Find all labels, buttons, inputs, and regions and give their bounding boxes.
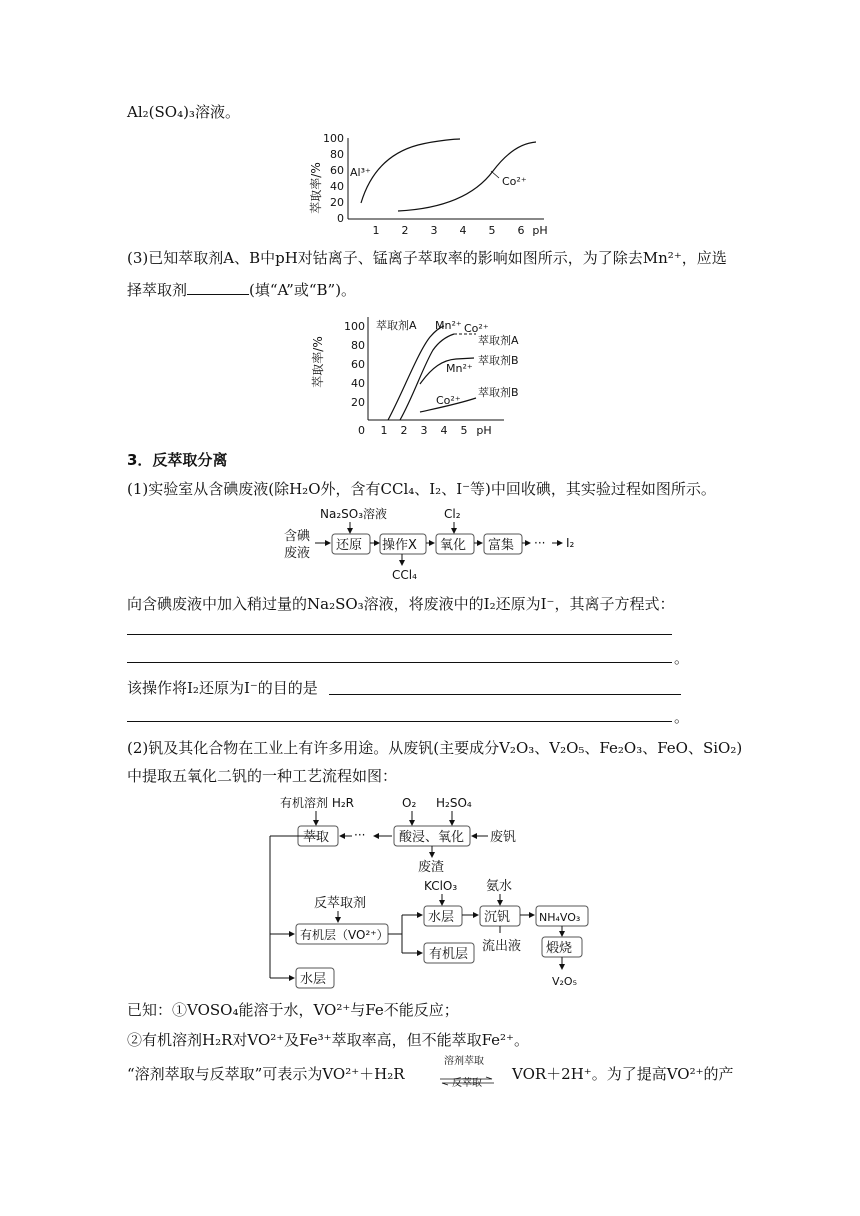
x-tick: 1 <box>372 224 380 237</box>
x-tick: 4 <box>459 224 467 237</box>
y-tick: 0 <box>358 424 365 437</box>
text-line: 。 <box>674 649 690 667</box>
text-line: 中提取五氧化二钒的一种工艺流程如图： <box>127 767 398 785</box>
svg-text:煅烧: 煅烧 <box>546 941 573 956</box>
text-fragment: (填“A”或“B”)。 <box>249 281 357 299</box>
label: H₂SO₄ <box>436 796 472 810</box>
label: 废渣 <box>418 860 445 875</box>
text-line: (3)已知萃取剂A、B中pH对钴离子、锰离子萃取率的影响如图所示，为了除去Mn²⁺，应选 <box>127 249 727 267</box>
label: 萃取剂A <box>376 319 417 332</box>
label: Cl₂ <box>444 507 461 521</box>
label: 氨水 <box>486 879 513 894</box>
step-box <box>480 906 520 926</box>
label: Mn²⁺ <box>435 319 462 332</box>
x-tick: 2 <box>400 424 408 437</box>
label: V₂O₅ <box>552 975 578 988</box>
y-tick: 40 <box>351 377 365 390</box>
step-box <box>424 906 462 926</box>
co-label: Co²⁺ <box>502 175 527 188</box>
x-tick: 5 <box>460 424 468 437</box>
label: O₂ <box>402 796 417 810</box>
chart-al-co <box>308 133 558 241</box>
label: 含碘 <box>284 529 311 544</box>
al-curve <box>361 139 460 203</box>
y-axis-label: 萃取率/% <box>311 336 325 388</box>
x-axis-label: pH <box>476 424 492 437</box>
label: I₂ <box>566 536 575 550</box>
al-label: Al³⁺ <box>350 166 371 179</box>
label: 萃取剂B <box>478 354 519 367</box>
label: 废液 <box>284 546 311 561</box>
y-tick: 100 <box>323 132 344 145</box>
step-box <box>484 534 522 554</box>
text-fragment: 择萃取剂 <box>127 281 188 299</box>
text-line: (1)实验室从含碘废液(除H₂O外，含有CCl₄、I₂、I⁻等)中回收碘，其实验过程如图所示。 <box>127 480 716 498</box>
x-tick: 5 <box>488 224 496 237</box>
x-tick: 3 <box>420 424 428 437</box>
x-axis-label: pH <box>532 224 548 237</box>
y-tick: 80 <box>330 148 344 161</box>
step-box <box>332 534 370 554</box>
y-tick: 20 <box>351 396 365 409</box>
flow-iodine <box>280 505 590 585</box>
answer-line[interactable] <box>127 721 672 722</box>
y-tick: 0 <box>337 212 344 225</box>
label: 萃取剂A <box>478 334 519 347</box>
step-box <box>296 968 334 988</box>
y-tick: 20 <box>330 196 344 209</box>
y-tick: 60 <box>330 164 344 177</box>
label: Na₂SO₃溶液 <box>320 507 388 521</box>
text-line: VOR＋2H⁺。为了提高VO²⁺的产 <box>512 1065 734 1083</box>
svg-text:有机层（VO²⁺）: 有机层（VO²⁺） <box>300 928 389 942</box>
step-box <box>436 534 474 554</box>
label: KClO₃ <box>424 879 458 893</box>
text-line: ②有机溶剂H₂R对VO²⁺及Fe³⁺萃取率高，但不能萃取Fe²⁺。 <box>127 1031 529 1049</box>
svg-text:萃取: 萃取 <box>303 830 330 845</box>
svg-text:水层: 水层 <box>300 972 327 987</box>
svg-text:萃取率/%: 萃取率/% <box>309 162 323 214</box>
svg-text:酸浸、氧化: 酸浸、氧化 <box>399 830 465 845</box>
svg-text:水层: 水层 <box>428 910 455 925</box>
text-line: 。 <box>674 708 690 726</box>
text-line: (2)钒及其化合物在工业上有许多用途。从废钒(主要成分V₂O₃、V₂O₅、Fe₂O₃、FeO、SiO₂) <box>127 739 743 757</box>
svg-text:有机层: 有机层 <box>429 947 469 962</box>
label: Co²⁺ <box>464 322 489 335</box>
text-line: 向含碘废液中加入稍过量的Na₂SO₃溶液，将废液中的I₂还原为I⁻，其离子方程式： <box>127 595 675 613</box>
chart-extractant <box>308 312 519 440</box>
text-line <box>127 280 356 300</box>
svg-text:沉钒: 沉钒 <box>484 910 511 925</box>
x-tick: 3 <box>430 224 438 237</box>
svg-text:操作X: 操作X <box>382 538 417 553</box>
y-tick: 40 <box>330 180 344 193</box>
text-line: 已知：①VOSO₄能溶于水，VO²⁺与Fe不能反应； <box>127 1001 459 1019</box>
y-tick: 60 <box>351 358 365 371</box>
answer-line[interactable] <box>329 694 681 695</box>
label: Co²⁺ <box>436 394 461 407</box>
text-line: “溶剂萃取与反萃取”可表示为VO²⁺＋H₂R <box>127 1065 405 1083</box>
step-box <box>380 534 426 554</box>
label: 流出液 <box>482 939 522 954</box>
answer-line[interactable] <box>127 634 672 635</box>
step-box <box>424 943 474 963</box>
y-tick: 100 <box>344 320 365 333</box>
label: ··· <box>354 828 366 842</box>
label: CCl₄ <box>392 568 417 582</box>
step-box <box>296 924 389 944</box>
section-heading: 3．反萃取分离 <box>127 451 228 469</box>
svg-text:NH₄VO₃: NH₄VO₃ <box>539 911 581 924</box>
x-tick: 6 <box>517 224 525 237</box>
step-box <box>394 826 470 846</box>
svg-text:还原: 还原 <box>336 538 363 553</box>
label: 废钒 <box>490 830 517 845</box>
label: 反萃取剂 <box>314 896 367 911</box>
label: ··· <box>534 536 546 550</box>
label: Mn²⁺ <box>446 362 473 375</box>
x-tick: 1 <box>380 424 388 437</box>
flow-vanadium <box>262 793 602 993</box>
x-tick: 4 <box>440 424 448 437</box>
step-box <box>542 937 582 957</box>
arrow-label-top: 溶剂萃取 <box>444 1056 484 1067</box>
x-tick: 2 <box>401 224 409 237</box>
text-line: 该操作将I₂还原为I⁻的目的是 <box>127 679 318 697</box>
label: 有机溶剂 H₂R <box>280 796 354 810</box>
svg-text:富集: 富集 <box>488 538 515 553</box>
text-line: Al₂(SO₄)₃溶液。 <box>127 103 240 121</box>
label: 萃取剂B <box>478 386 519 399</box>
step-box <box>536 906 588 926</box>
answer-blank[interactable] <box>187 280 249 295</box>
y-tick: 80 <box>351 339 365 352</box>
y-axis-label <box>308 162 323 213</box>
arrow-label-bottom: 反萃取 <box>452 1078 482 1089</box>
answer-line[interactable] <box>127 662 672 663</box>
svg-text:氧化: 氧化 <box>440 538 467 553</box>
